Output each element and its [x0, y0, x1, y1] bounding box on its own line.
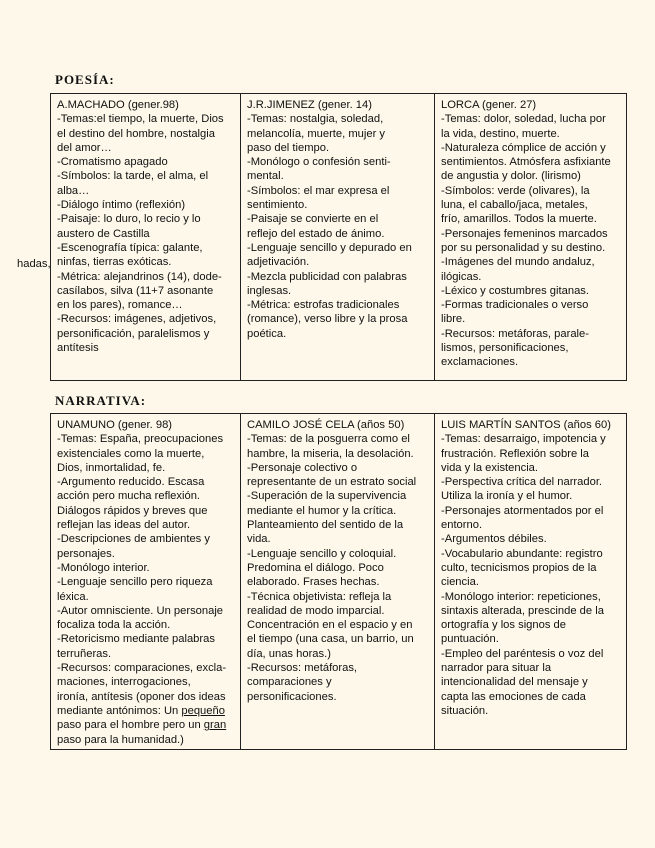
text-line: -Temas: nostalgia, soledad, — [247, 113, 384, 126]
text-line: Concentración en el espacio y en — [247, 619, 413, 632]
text-line: Utiliza la ironía y el humor. — [441, 490, 573, 503]
text-line: -Imágenes del mundo andaluz, — [441, 256, 595, 269]
text-line: -Léxico y costumbres gitanas. — [441, 284, 589, 297]
text-line: ironía, antítesis (oponer dos ideas — [57, 690, 226, 703]
text-line: entorno. — [441, 519, 483, 532]
text-line: -Temas: España, preocupaciones — [57, 433, 224, 446]
unamuno-lines — [57, 418, 236, 704]
text-line: -Personajes atormentados por el — [441, 504, 604, 517]
text-line: ninfas, tierras exóticas. — [57, 256, 172, 269]
unamuno-line-23: paso para la humanidad.) — [57, 733, 184, 746]
text-line: inglesas. — [247, 284, 292, 297]
text-line: -Métrica: estrofas tradicionales — [247, 299, 400, 312]
text-line: A.MACHADO (gener.98) — [57, 99, 179, 111]
text-line: realidad de modo imparcial. — [247, 604, 385, 617]
text-line: representante de un estrato social — [247, 476, 417, 489]
text-line: adjetivación. — [247, 256, 310, 269]
text-line: hambre, la miseria, la desolación. — [247, 447, 414, 460]
poesia-table — [50, 93, 627, 381]
text-line: puntuación. — [441, 633, 499, 646]
text-line: -Métrica: alejandrinos (14), dode- — [57, 270, 222, 283]
text-line: LORCA (gener. 27) — [441, 99, 537, 111]
text-line: culto, tecnicismos propios de la — [441, 561, 597, 574]
text-line: -Recursos: metáforas, parale- — [441, 327, 589, 340]
lorca-cell — [435, 94, 627, 381]
text-line: -Autor omnisciente. Un personaje — [57, 604, 224, 617]
text-line: libre. — [441, 313, 466, 326]
text-line: -Monólogo o confesión senti- — [247, 156, 391, 169]
text-line: poética. — [247, 327, 287, 340]
text-line: -Lenguaje sencillo y depurado en — [247, 241, 412, 254]
text-line: mental. — [247, 170, 284, 183]
text-line: capta las emociones de cada — [441, 690, 586, 703]
text-line: ortografía y los signos de — [441, 619, 566, 632]
text-line: maciones, interrogaciones, — [57, 676, 191, 689]
underlined-word-pequeno: pequeño — [181, 704, 225, 717]
text-line: narrador para situar la — [441, 662, 552, 675]
text-line: -Recursos: imágenes, adjetivos, — [57, 313, 217, 326]
text-line: paso del tiempo. — [247, 141, 330, 154]
text-line: sentimientos. Atmósfera asfixiante — [441, 156, 611, 169]
text-line: -Símbolos: la tarde, el alma, el — [57, 170, 209, 183]
text-line: -Descripciones de ambientes y — [57, 533, 210, 546]
unamuno-line-21: mediante antónimos: Un pequeño — [57, 704, 225, 717]
text-line: -Vocabulario abundante: registro — [441, 547, 603, 560]
text-line: -Símbolos: el mar expresa el — [247, 184, 390, 197]
text-line: reflejan las ideas del autor. — [57, 519, 191, 532]
text-line: (romance), verso libre y la prosa — [247, 313, 408, 326]
text-line: Dios, inmortalidad, fe. — [57, 461, 166, 474]
text-line: -Personaje colectivo o — [247, 461, 358, 474]
text-line: austero de Castilla — [57, 227, 150, 240]
text-line: UNAMUNO (gener. 98) — [57, 419, 173, 431]
narrativa-heading: NARRATIVA: — [55, 393, 147, 408]
text-line: elaborado. Frases hechas. — [247, 576, 380, 589]
text-line: -Retoricismo mediante palabras — [57, 633, 215, 646]
text-line: -Argumento reducido. Escasa — [57, 476, 205, 489]
text-line: -Lenguaje sencillo pero riqueza — [57, 576, 213, 589]
text-line: por su personalidad y su destino. — [441, 241, 606, 254]
text-line: vida. — [247, 533, 271, 546]
martin-santos-cell — [435, 414, 627, 750]
text-line: luna, el caballo/jaca, metales, — [441, 199, 588, 212]
text-line: -Monólogo interior: repeticiones, — [441, 590, 601, 603]
text-line: -Formas tradicionales o verso — [441, 299, 589, 312]
text-line: intencionalidad del mensaje y — [441, 676, 588, 689]
text-line: ciencia. — [441, 576, 479, 589]
text-line: personificaciones. — [247, 690, 337, 703]
text-line: ilógicas. — [441, 270, 482, 283]
text-line: -Recursos: comparaciones, excla- — [57, 662, 227, 675]
text-line: acción pero mucha reflexión. — [57, 490, 201, 503]
text-line: frustración. Reflexión sobre la — [441, 447, 589, 460]
text-line: la vida, destino, muerte. — [441, 127, 560, 140]
text-line: -Técnica objetivista: refleja la — [247, 590, 392, 603]
text-line: de angustia y dolor. (lirismo) — [441, 170, 581, 183]
text-line: el destino del hombre, nostalgia — [57, 127, 215, 140]
text-line: LUIS MARTÍN SANTOS (años 60) — [441, 419, 611, 431]
text-line: -Naturaleza cómplice de acción y — [441, 141, 606, 154]
text-line: -Personajes femeninos marcados — [441, 227, 608, 240]
text-line: terruñeras. — [57, 647, 112, 660]
text-line: -Recursos: metáforas, — [247, 662, 358, 675]
text-line: del amor… — [57, 141, 112, 154]
text-line: antítesis — [57, 342, 99, 355]
text-line: -Temas: dolor, soledad, lucha por — [441, 113, 606, 126]
cela-cell — [241, 414, 435, 750]
text-line: -Escenografía típica: galante, — [57, 241, 203, 254]
text-line: J.R.JIMENEZ (gener. 14) — [247, 99, 372, 111]
text-line: casílabos, silva (11+7 asonante — [57, 284, 214, 297]
text-line: -Mezcla publicidad con palabras — [247, 270, 407, 283]
text-line: léxica. — [57, 590, 89, 603]
unamuno-line-22: paso para el hombre pero un gran — [57, 719, 227, 732]
stray-text: hadas, — [17, 258, 51, 270]
machado-cell — [51, 94, 241, 381]
text-line: -Superación de la supervivencia — [247, 490, 407, 503]
text-line: situación. — [441, 704, 489, 717]
narrativa-table — [50, 413, 627, 750]
text-line: focaliza toda la acción. — [57, 619, 171, 632]
text-line: -Perspectiva crítica del narrador. — [441, 476, 603, 489]
text-line: exclamaciones. — [441, 356, 519, 369]
text-line: -Paisaje se convierte en el — [247, 213, 379, 226]
text-line: mediante el humor y la crítica. — [247, 504, 397, 517]
underlined-word-gran: gran — [203, 719, 227, 732]
text-line: vida y la existencia. — [441, 461, 539, 474]
jimenez-cell — [241, 94, 435, 381]
text-line: el tiempo (una casa, un barrio, un — [247, 633, 414, 646]
text-line: existenciales como la muerte, — [57, 447, 205, 460]
text-line: -Empleo del paréntesis o voz del — [441, 647, 604, 660]
text-line: -Temas: de la posguerra como el — [247, 433, 410, 446]
text-line: alba… — [57, 184, 90, 197]
text-line: lismos, personificaciones, — [441, 342, 569, 355]
text-line: reflejo del estado de ánimo. — [247, 227, 385, 240]
text-line: -Símbolos: verde (olivares), la — [441, 184, 590, 197]
text-line: Predomina el diálogo. Poco — [247, 561, 384, 574]
poesia-heading: POESÍA: — [55, 72, 115, 87]
text-line: -Temas:el tiempo, la muerte, Dios — [57, 113, 224, 126]
text-line: personificación, paralelismos y — [57, 327, 210, 340]
text-line: -Temas: desarraigo, impotencia y — [441, 433, 606, 446]
text-line: en los pares), romance… — [57, 299, 183, 312]
text-line: -Cromatismo apagado — [57, 156, 168, 169]
text-line: -Lenguaje sencillo y coloquial. — [247, 547, 397, 560]
text-line: personajes. — [57, 547, 115, 560]
text-line: -Diálogo íntimo (reflexión) — [57, 199, 186, 212]
text-line: -Paisaje: lo duro, lo recio y lo — [57, 213, 201, 226]
text-line: frío, amarillos. Todos la muerte. — [441, 213, 597, 226]
text-line: -Argumentos débiles. — [441, 533, 547, 546]
text-line: Planteamiento del sentido de la — [247, 519, 404, 532]
text-line: comparaciones y — [247, 676, 332, 689]
text-line: melancolía, muerte, mujer y — [247, 127, 386, 140]
text-line: sintaxis alterada, prescinde de la — [441, 604, 604, 617]
text-line: día, unas horas.) — [247, 647, 331, 660]
text-line: -Monólogo interior. — [57, 561, 150, 574]
text-line: CAMILO JOSÉ CELA (años 50) — [247, 419, 405, 431]
text-line: Diálogos rápidos y breves que — [57, 504, 208, 517]
unamuno-cell — [51, 414, 241, 750]
text-line: sentimiento. — [247, 199, 308, 212]
